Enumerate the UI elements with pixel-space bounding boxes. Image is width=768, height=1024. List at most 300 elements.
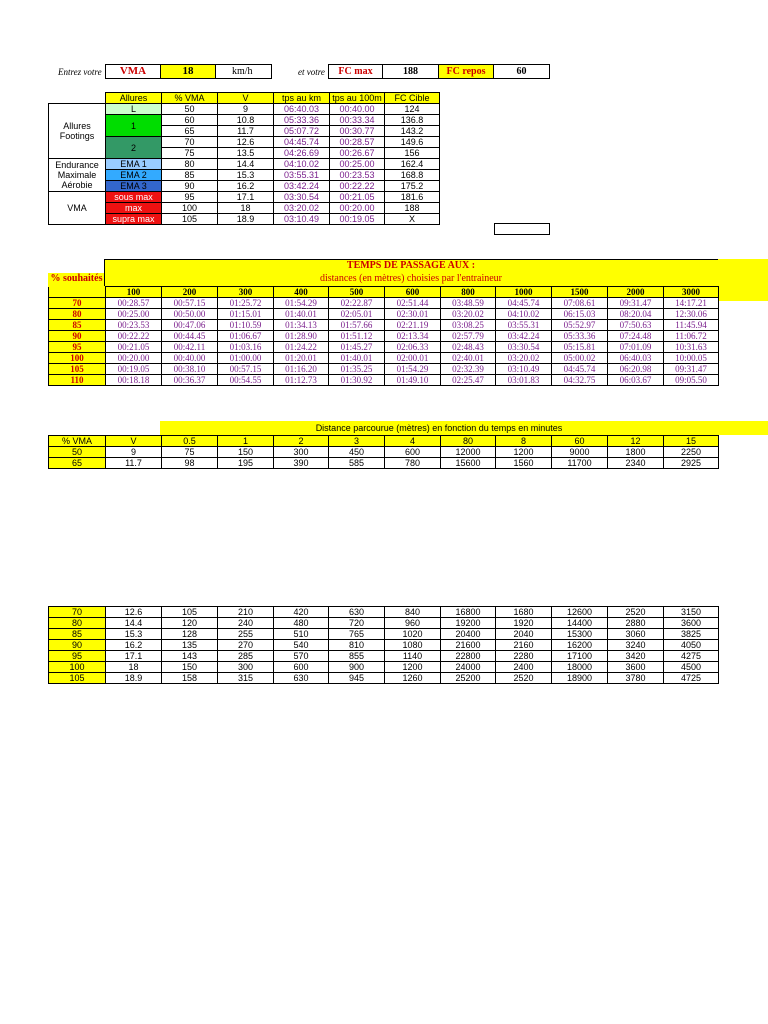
- passage-corner: [49, 287, 106, 298]
- fc-target-cell: 136.8: [385, 115, 440, 126]
- distance-value-cell: 17100: [552, 651, 608, 662]
- allures-header-cell: FC Cible: [385, 93, 440, 104]
- distance-value-cell: 11700: [552, 458, 608, 469]
- distance-value-cell: 390: [274, 458, 329, 469]
- distance-value-cell: 4725: [664, 673, 719, 684]
- fcmax-input[interactable]: 188: [382, 64, 439, 79]
- passage-time-cell: 00:54.55: [218, 375, 274, 386]
- passage-time-cell: 00:25.00: [106, 309, 162, 320]
- passage-time-cell: 03:10.49: [496, 364, 552, 375]
- distance-value-cell: 570: [274, 651, 329, 662]
- distance-value-cell: 960: [385, 618, 441, 629]
- distance-value-cell: 945: [329, 673, 385, 684]
- passage-time-cell: 06:15.03: [552, 309, 608, 320]
- passage-time-cell: 01:30.92: [329, 375, 385, 386]
- passage-time-cell: 01:28.90: [274, 331, 329, 342]
- time-100m-cell: 00:30.77: [330, 126, 385, 137]
- distance-value-cell: 21600: [441, 640, 496, 651]
- distance-header-cell: 200: [162, 287, 218, 298]
- fcrepos-input[interactable]: 60: [493, 64, 550, 79]
- distance-value-cell: 2520: [608, 607, 664, 618]
- distance-value-cell: 300: [218, 662, 274, 673]
- distance-value-cell: 98: [162, 458, 218, 469]
- passage-time-cell: 11:45.94: [664, 320, 719, 331]
- distance-value-cell: 450: [329, 447, 385, 458]
- time-km-cell: 05:33.36: [274, 115, 330, 126]
- distance-value-cell: 3600: [608, 662, 664, 673]
- passage-time-cell: 02:22.87: [329, 298, 385, 309]
- passage-time-cell: 08:20.04: [608, 309, 664, 320]
- passage-row: [49, 309, 719, 320]
- distance-value-cell: 780: [385, 458, 441, 469]
- passage-time-cell: 03:55.31: [496, 320, 552, 331]
- passage-time-cell: 01:49.10: [385, 375, 441, 386]
- distance-header-cell: 500: [329, 287, 385, 298]
- distance-value-cell: 3150: [664, 607, 719, 618]
- passage-time-cell: 01:24.22: [274, 342, 329, 353]
- distance-value-cell: 18000: [552, 662, 608, 673]
- distance-value-cell: 2400: [496, 662, 552, 673]
- passage-time-cell: 03:08.25: [441, 320, 496, 331]
- distance-value-cell: 900: [329, 662, 385, 673]
- fcrepos-label: FC repos: [438, 64, 494, 79]
- passage-time-cell: 12:30.06: [664, 309, 719, 320]
- passage-pct-cell: 100: [49, 353, 106, 364]
- distance-value-cell: 630: [329, 607, 385, 618]
- distance-value-cell: 12000: [441, 447, 496, 458]
- passage-time-cell: 04:32.75: [552, 375, 608, 386]
- distance-value-cell: 14.4: [106, 618, 162, 629]
- allures-header-cell: % VMA: [162, 93, 218, 104]
- distance-value-cell: 14400: [552, 618, 608, 629]
- distance-value-cell: 18.9: [106, 673, 162, 684]
- allure-cell: supra max: [106, 214, 162, 225]
- distance-value-cell: 9: [106, 447, 162, 458]
- distance-value-cell: 255: [218, 629, 274, 640]
- time-km-cell: 06:40.03: [274, 104, 330, 115]
- distance-value-cell: 240: [218, 618, 274, 629]
- distance-value-cell: 20400: [441, 629, 496, 640]
- distance-value-cell: 12600: [552, 607, 608, 618]
- fc-target-cell: 124: [385, 104, 440, 115]
- allure-cell: 1: [106, 115, 162, 137]
- speed-cell: 18.9: [218, 214, 274, 225]
- passage-time-cell: 00:19.05: [106, 364, 162, 375]
- distance-value-cell: 75: [162, 447, 218, 458]
- distance-value-cell: 12.6: [106, 607, 162, 618]
- et-votre-label: et votre: [298, 67, 325, 77]
- passage-time-cell: 00:47.06: [162, 320, 218, 331]
- passage-time-cell: 01:16.20: [274, 364, 329, 375]
- time-100m-cell: 00:19.05: [330, 214, 385, 225]
- passage-time-cell: 05:15.81: [552, 342, 608, 353]
- allure-cell: sous max: [106, 192, 162, 203]
- time-100m-cell: 00:40.00: [330, 104, 385, 115]
- distance-value-cell: 2250: [664, 447, 719, 458]
- passage-time-cell: 14:17.21: [664, 298, 719, 309]
- distance-pct-cell: 80: [49, 618, 106, 629]
- passage-time-cell: 02:00.01: [385, 353, 441, 364]
- speed-cell: 18: [218, 203, 274, 214]
- distance-header-cell: 3000: [664, 287, 719, 298]
- fc-target-cell: 175.2: [385, 181, 440, 192]
- allures-group-label: Allures Footings: [49, 104, 106, 159]
- passage-right-bar: [718, 287, 768, 301]
- distance-value-cell: 765: [329, 629, 385, 640]
- distance-value-cell: 2280: [496, 651, 552, 662]
- fc-target-cell: X: [385, 214, 440, 225]
- passage-time-cell: 00:36.37: [162, 375, 218, 386]
- distance-value-cell: 1080: [385, 640, 441, 651]
- speed-cell: 11.7: [218, 126, 274, 137]
- passage-row: [49, 353, 719, 364]
- distance-header-cell: 8: [496, 436, 552, 447]
- allures-row: [49, 181, 440, 192]
- time-100m-cell: 00:21.05: [330, 192, 385, 203]
- pct-vma-cell: 65: [162, 126, 218, 137]
- distance-value-cell: 480: [274, 618, 329, 629]
- distance-value-cell: 19200: [441, 618, 496, 629]
- time-km-cell: 05:07.72: [274, 126, 330, 137]
- distance-value-cell: 22800: [441, 651, 496, 662]
- passage-time-cell: 01:20.01: [274, 353, 329, 364]
- distance-value-cell: 3825: [664, 629, 719, 640]
- distance-value-cell: 143: [162, 651, 218, 662]
- passage-row: [49, 342, 719, 353]
- passage-time-cell: 07:50.63: [608, 320, 664, 331]
- pct-vma-cell: 75: [162, 148, 218, 159]
- distance-value-cell: 15300: [552, 629, 608, 640]
- distance-value-cell: 4275: [664, 651, 719, 662]
- allure-cell: EMA 3: [106, 181, 162, 192]
- distance-value-cell: 11.7: [106, 458, 162, 469]
- passage-time-cell: 00:23.53: [106, 320, 162, 331]
- allures-header-cell: tps au km: [274, 93, 330, 104]
- allures-corner: [49, 93, 106, 104]
- distance-row: [49, 447, 719, 458]
- distance-header-cell: 800: [441, 287, 496, 298]
- passage-time-cell: 01:54.29: [385, 364, 441, 375]
- passage-title: TEMPS DE PASSAGE AUX :: [346, 260, 476, 271]
- distance-header-cell: 80: [441, 436, 496, 447]
- passage-row: [49, 331, 719, 342]
- time-100m-cell: 00:20.00: [330, 203, 385, 214]
- fc-target-cell: 188: [385, 203, 440, 214]
- passage-time-cell: 00:40.00: [162, 353, 218, 364]
- passage-time-cell: 02:32.39: [441, 364, 496, 375]
- distance-value-cell: 9000: [552, 447, 608, 458]
- distance-value-cell: 128: [162, 629, 218, 640]
- pct-vma-cell: 95: [162, 192, 218, 203]
- time-km-cell: 03:30.54: [274, 192, 330, 203]
- fc-target-cell: 156: [385, 148, 440, 159]
- distance-header-cell: 600: [385, 287, 441, 298]
- distance-value-cell: 855: [329, 651, 385, 662]
- passage-time-cell: 00:50.00: [162, 309, 218, 320]
- passage-time-cell: 03:42.24: [496, 331, 552, 342]
- allures-row: [49, 214, 440, 225]
- distance-value-cell: 1200: [385, 662, 441, 673]
- time-100m-cell: 00:26.67: [330, 148, 385, 159]
- passage-pct-cell: 70: [49, 298, 106, 309]
- passage-time-cell: 00:18.18: [106, 375, 162, 386]
- allures-row: [49, 203, 440, 214]
- passage-time-cell: 03:30.54: [496, 342, 552, 353]
- speed-cell: 9: [218, 104, 274, 115]
- passage-row: [49, 364, 719, 375]
- vma-input[interactable]: 18: [160, 64, 216, 79]
- distance-value-cell: 1920: [496, 618, 552, 629]
- passage-time-cell: 03:48.59: [441, 298, 496, 309]
- time-km-cell: 03:20.02: [274, 203, 330, 214]
- speed-cell: 10.8: [218, 115, 274, 126]
- speed-cell: 12.6: [218, 137, 274, 148]
- fc-target-cell: 168.8: [385, 170, 440, 181]
- distance-header-cell: 60: [552, 436, 608, 447]
- passage-time-cell: 00:42.11: [162, 342, 218, 353]
- passage-time-cell: 02:05.01: [329, 309, 385, 320]
- passage-time-cell: 00:38.10: [162, 364, 218, 375]
- distance-value-cell: 16200: [552, 640, 608, 651]
- passage-time-cell: 01:40.01: [274, 309, 329, 320]
- passage-time-cell: 01:57.66: [329, 320, 385, 331]
- distance-value-cell: 17.1: [106, 651, 162, 662]
- time-km-cell: 04:10.02: [274, 159, 330, 170]
- distance-value-cell: 3060: [608, 629, 664, 640]
- distance-value-cell: 150: [162, 662, 218, 673]
- time-km-cell: 03:55.31: [274, 170, 330, 181]
- distance-value-cell: 18: [106, 662, 162, 673]
- passage-time-cell: 00:22.22: [106, 331, 162, 342]
- passage-subtitle: distances (en mètres) choisies par l'entraineur: [319, 273, 502, 284]
- distance-header-cell: 3: [329, 436, 385, 447]
- distance-value-cell: 1020: [385, 629, 441, 640]
- allures-header-row: [49, 93, 440, 104]
- passage-time-cell: 01:03.16: [218, 342, 274, 353]
- fc-target-cell: 181.6: [385, 192, 440, 203]
- allures-header-cell: Allures: [106, 93, 162, 104]
- passage-time-cell: 06:20.98: [608, 364, 664, 375]
- passage-time-cell: 10:31.63: [664, 342, 719, 353]
- distance-pct-cell: 90: [49, 640, 106, 651]
- pct-vma-cell: 70: [162, 137, 218, 148]
- passage-pct-cell: 80: [49, 309, 106, 320]
- pct-vma-cell: 105: [162, 214, 218, 225]
- passage-time-cell: 01:06.67: [218, 331, 274, 342]
- time-100m-cell: 00:28.57: [330, 137, 385, 148]
- empty-input-box[interactable]: [494, 223, 550, 235]
- speed-cell: 16.2: [218, 181, 274, 192]
- allures-row: [49, 159, 440, 170]
- passage-left-header-1: % souhaités: [50, 273, 103, 284]
- distance-header-cell: 15: [664, 436, 719, 447]
- distance-value-cell: 720: [329, 618, 385, 629]
- distance-value-cell: 810: [329, 640, 385, 651]
- passage-pct-cell: 95: [49, 342, 106, 353]
- distance-pct-cell: 65: [49, 458, 106, 469]
- distance-value-cell: 25200: [441, 673, 496, 684]
- pct-vma-cell: 80: [162, 159, 218, 170]
- passage-pct-cell: 85: [49, 320, 106, 331]
- passage-time-cell: 02:48.43: [441, 342, 496, 353]
- allures-row: [49, 170, 440, 181]
- distance-header-cell: 2: [274, 436, 329, 447]
- passage-title-frame: [104, 259, 718, 286]
- distance-value-cell: 135: [162, 640, 218, 651]
- distance-header-cell: 300: [218, 287, 274, 298]
- distance-value-cell: 105: [162, 607, 218, 618]
- distance-header-cell: % VMA: [49, 436, 106, 447]
- passage-time-cell: 03:01.83: [496, 375, 552, 386]
- speed-cell: 17.1: [218, 192, 274, 203]
- distance-value-cell: 3780: [608, 673, 664, 684]
- distance-header-cell: 4: [385, 436, 441, 447]
- passage-time-cell: 09:05.50: [664, 375, 719, 386]
- allures-row: [49, 104, 440, 115]
- distance-value-cell: 540: [274, 640, 329, 651]
- passage-table: [48, 286, 719, 386]
- passage-pct-cell: 90: [49, 331, 106, 342]
- distance-row: [49, 458, 719, 469]
- passage-time-cell: 05:33.36: [552, 331, 608, 342]
- time-km-cell: 04:45.74: [274, 137, 330, 148]
- passage-time-cell: 00:21.05: [106, 342, 162, 353]
- distance-title: Distance parcourue (mètres) en fonction du temps en minutes: [315, 423, 563, 433]
- distance-value-cell: 4500: [664, 662, 719, 673]
- distance-value-cell: 600: [274, 662, 329, 673]
- passage-time-cell: 02:57.79: [441, 331, 496, 342]
- passage-time-cell: 01:51.12: [329, 331, 385, 342]
- passage-time-cell: 01:12.73: [274, 375, 329, 386]
- passage-time-cell: 05:00.02: [552, 353, 608, 364]
- time-100m-cell: 00:23.53: [330, 170, 385, 181]
- passage-time-cell: 01:34.13: [274, 320, 329, 331]
- distance-value-cell: 270: [218, 640, 274, 651]
- distance-value-cell: 2340: [608, 458, 664, 469]
- passage-time-cell: 01:54.29: [274, 298, 329, 309]
- allures-header-cell: V: [218, 93, 274, 104]
- distance-value-cell: 300: [274, 447, 329, 458]
- passage-time-cell: 02:40.01: [441, 353, 496, 364]
- pct-vma-cell: 85: [162, 170, 218, 181]
- distance-header-cell: 0.5: [162, 436, 218, 447]
- passage-time-cell: 07:24.48: [608, 331, 664, 342]
- passage-time-cell: 01:35.25: [329, 364, 385, 375]
- distance-value-cell: 1560: [496, 458, 552, 469]
- distance-header-cell: 1: [218, 436, 274, 447]
- passage-time-cell: 09:31.47: [608, 298, 664, 309]
- distance-value-cell: 510: [274, 629, 329, 640]
- passage-time-cell: 02:30.01: [385, 309, 441, 320]
- vma-label: VMA: [105, 64, 161, 79]
- allure-cell: L: [106, 104, 162, 115]
- distance-header-cell: 12: [608, 436, 664, 447]
- time-100m-cell: 00:22.22: [330, 181, 385, 192]
- distance-value-cell: 15.3: [106, 629, 162, 640]
- passage-time-cell: 04:10.02: [496, 309, 552, 320]
- fc-target-cell: 143.2: [385, 126, 440, 137]
- vma-unit: km/h: [215, 64, 272, 79]
- passage-pct-cell: 110: [49, 375, 106, 386]
- time-km-cell: 03:10.49: [274, 214, 330, 225]
- distance-value-cell: 2880: [608, 618, 664, 629]
- allure-cell: 2: [106, 137, 162, 159]
- distance-value-cell: 210: [218, 607, 274, 618]
- passage-time-cell: 07:01.09: [608, 342, 664, 353]
- distance-pct-cell: 70: [49, 607, 106, 618]
- distance-value-cell: 315: [218, 673, 274, 684]
- passage-row: [49, 298, 719, 309]
- passage-time-cell: 11:06.72: [664, 331, 719, 342]
- distance-value-cell: 16.2: [106, 640, 162, 651]
- distance-row: [49, 607, 719, 618]
- distance-value-cell: 585: [329, 458, 385, 469]
- distance-row: [49, 618, 719, 629]
- entrez-label: Entrez votre: [58, 67, 102, 77]
- distance-value-cell: 24000: [441, 662, 496, 673]
- distance-value-cell: 3600: [664, 618, 719, 629]
- distance-value-cell: 3240: [608, 640, 664, 651]
- time-km-cell: 04:26.69: [274, 148, 330, 159]
- distance-pct-cell: 105: [49, 673, 106, 684]
- passage-time-cell: 02:51.44: [385, 298, 441, 309]
- allures-row: [49, 115, 440, 126]
- distance-header-cell: V: [106, 436, 162, 447]
- allures-group-label: Endurance Maximale Aérobie: [49, 159, 106, 192]
- distance-row: [49, 629, 719, 640]
- allures-header-cell: tps au 100m: [330, 93, 385, 104]
- passage-time-cell: 06:03.67: [608, 375, 664, 386]
- fcmax-label: FC max: [328, 64, 383, 79]
- passage-time-cell: 06:40.03: [608, 353, 664, 364]
- allures-group-label: VMA: [49, 192, 106, 225]
- passage-time-cell: 00:57.15: [162, 298, 218, 309]
- passage-time-cell: 02:13.34: [385, 331, 441, 342]
- distance-header-cell: 2000: [608, 287, 664, 298]
- passage-time-cell: 00:20.00: [106, 353, 162, 364]
- distance-value-cell: 18900: [552, 673, 608, 684]
- distance-table-bottom: [48, 606, 719, 684]
- distance-value-cell: 1800: [608, 447, 664, 458]
- distance-header-cell: 400: [274, 287, 329, 298]
- time-100m-cell: 00:33.34: [330, 115, 385, 126]
- passage-time-cell: 01:10.59: [218, 320, 274, 331]
- passage-time-cell: 00:28.57: [106, 298, 162, 309]
- distance-value-cell: 1200: [496, 447, 552, 458]
- distance-header-cell: 100: [106, 287, 162, 298]
- passage-time-cell: 03:20.02: [441, 309, 496, 320]
- pct-vma-cell: 90: [162, 181, 218, 192]
- distance-value-cell: 630: [274, 673, 329, 684]
- passage-time-cell: 04:45.74: [496, 298, 552, 309]
- distance-value-cell: 120: [162, 618, 218, 629]
- allure-cell: max: [106, 203, 162, 214]
- fc-target-cell: 162.4: [385, 159, 440, 170]
- passage-time-cell: 02:06.33: [385, 342, 441, 353]
- distance-value-cell: 195: [218, 458, 274, 469]
- passage-time-cell: 01:25.72: [218, 298, 274, 309]
- passage-time-cell: 09:31.47: [664, 364, 719, 375]
- distance-value-cell: 840: [385, 607, 441, 618]
- passage-time-cell: 07:08.61: [552, 298, 608, 309]
- passage-time-cell: 10:00.05: [664, 353, 719, 364]
- distance-value-cell: 15600: [441, 458, 496, 469]
- distance-header-cell: 1000: [496, 287, 552, 298]
- distance-pct-cell: 95: [49, 651, 106, 662]
- distance-value-cell: 4050: [664, 640, 719, 651]
- distance-value-cell: 16800: [441, 607, 496, 618]
- distance-value-cell: 420: [274, 607, 329, 618]
